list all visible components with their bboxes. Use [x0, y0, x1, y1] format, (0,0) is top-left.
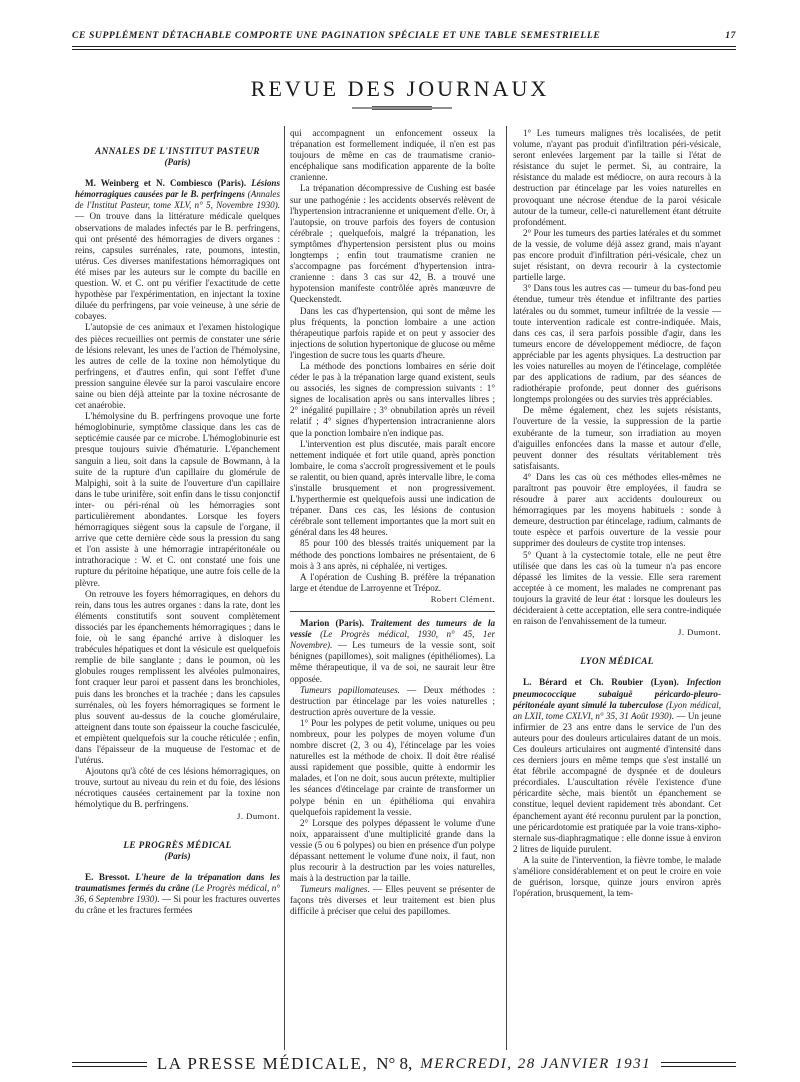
article-paragraph: 2° Pour les tumeurs des parties latérales et du sommet de la vessie, de volume déjà assez grand, mais n'ayant pas encore produit d'infiltration péri-vésicale, chez un sujet résistant, on devra recourir à la cystectomie partielle large.	[513, 227, 721, 283]
article-paragraph: Dans les cas d'hypertension, qui sont de même les plus fréquents, la ponction lombaire a une action thérapeutique parfois rapide et on peut y associer des injections de solution hypertonique de glucose ou même l'ingestion de sucre tous les quarts d'heure.	[290, 305, 495, 360]
footer-rule-left	[72, 1062, 147, 1067]
article-paragraph: 3° Dans tous les autres cas — tumeur du bas-fond peu étendue, tumeur très étendue et infiltrante des parties latérales ou du sommet, tumeur infiltrée de la vessie — toute intervention radicale est contre-indiquée. Mais, dans ces cas, il sera parfois possible d'agir, dans les tumeurs encore de développement médiocre, de façon appréciable par les agents physiques. La destruction par les voies naturelles au moyen de l'étincelage, complétée par des applications de radium, par des séances de radiothérapie profonde, peut donner des guérisons longtemps prolongées ou des survies très appréciables.	[513, 283, 721, 405]
signature: J. Dumont.	[678, 627, 721, 638]
article-title: Infection pneumococcique subaiguë péricardo-pleuro-péritonéale ayant simulé la tuberculose	[513, 677, 721, 710]
article-reference: (Lyon médical, an LXII, tome CXLVI, n° 35, 31 Août 1930).	[513, 699, 721, 721]
article-paragraph	[290, 618, 495, 685]
article-text: — Les tumeurs de la vessie sont, soit bénignes (papillomes), soit malignes (épithéliomes). La même thérapeutique, il va de soi, ne saurait leur être opposée.	[290, 640, 495, 684]
paragraph-lead: Tumeurs malignes.	[300, 884, 370, 895]
article-title: L'heure de la trépanation dans les traumatismes fermés du crâne	[75, 871, 280, 893]
column-divider	[284, 126, 285, 1050]
page-title: REVUE DES JOURNAUX	[250, 76, 550, 101]
header-rule	[72, 46, 736, 50]
signature: J. Dumont.	[237, 810, 280, 821]
section-heading: LYON MÉDICAL	[580, 656, 654, 667]
article-paragraph: L'autopsie de ces animaux et l'examen histologique des pièces recueillies ont permis de constater une série de lésions relevant, les unes de l'action de l'hémolysine, les autres de celle de la toxine non hémolytique du perfringens, et d'autres enfin, qui sont l'effet d'une pression sanguine élevée sur la paroi vasculaire encore saine ou bien déjà atteinte par la toxine nécrosante de cet anaérobie.	[75, 322, 280, 411]
article-reference: (Annales de l'Institut Pasteur, tome XLV, n° 5, Novembre 1930).	[75, 189, 280, 211]
article-text: — Si pour les fractures ouvertes du crâne et les fractures fermées	[75, 894, 280, 916]
issue-date: MERCREDI, 28 JANVIER 1931	[420, 1055, 652, 1072]
article-paragraph: 85 pour 100 des blessés traités uniquement par la méthode des ponctions lombaires ne présentaient, de 6 mois à 3 ans après, ni céphalée, ni vertiges.	[290, 538, 495, 571]
article-authors: L. Bérard et Ch. Roubier (Lyon).	[523, 677, 679, 688]
article-authors: Marion (Paris).	[300, 618, 365, 629]
article-paragraph	[75, 178, 280, 322]
article-paragraph	[75, 872, 280, 916]
column-divider	[506, 126, 507, 1050]
issue-number: N° 8,	[376, 1054, 413, 1073]
article-title: Lésions hémorragiques causées par le B. perfringens	[75, 178, 280, 200]
article-paragraph: L'hémolysine du B. perfringens provoque une forte hémoglobinurie, symptôme classique dans les cas de septicémie causée par ce microbe. L'hémoglobinurie est presque toujours suivie d'hématurie. L'épanchement sanguin a lieu, soit dans la capsule de Bowmann, à la suite de la rupture d'un capillaire du glomérule de Malpighi, soit à la suite de l'ouverture d'un capillaire dans le tube urinifère, soit enfin dans le tissu conjonctif inter- ou péri-rénal où les hémorragies sont particulièrement abondantes. Lorsque les foyers hémorragiques siègent sous la capsule de l'organe, il arrive que cette dernière cède sous la pression du sang et l'on assiste à une hémorragie intrapéritonéale ou intrathoracique : W. et C. ont constaté une fois une rupture du péritoine hépatique, une autre fois celle de la plèvre.	[75, 411, 280, 588]
page-footer	[72, 1052, 736, 1076]
article-paragraph: A l'opération de Cushing B. préfère la trépanation large et étendue de Larroyenne et Trépoz.	[290, 571, 495, 593]
article-divider	[290, 611, 495, 612]
header-text: CE SUPPLÉMENT DÉTACHABLE COMPORTE UNE PAGINATION SPÉCIALE ET UNE TABLE SEMESTRIELLE	[72, 30, 601, 41]
article-reference: (Le Progrès médical, n° 36, 6 Septembre 1930).	[75, 882, 280, 904]
section-heading: ANNALES DE L'INSTITUT PASTEUR	[95, 146, 260, 156]
column-1	[75, 128, 280, 916]
article-paragraph: Ajoutons qu'à côté de ces lésions hémorragiques, on trouve, surtout au niveau du rein et du foie, des lésions nécrotiques causées certainement par la toxine non hémolytique du B. perfringens.	[75, 766, 280, 810]
journal-name: LA PRESSE MÉDICALE,	[156, 1054, 369, 1073]
section-place: (Paris)	[164, 157, 191, 168]
article-paragraph	[290, 685, 495, 718]
article-reference: (Le Progrès médical, 1930, n° 45, 1er Novembre).	[290, 629, 496, 651]
footer-rule-right	[661, 1062, 736, 1067]
signature: Robert Clément.	[430, 593, 495, 604]
article-title: Traitement des tumeurs de la vessie	[290, 618, 495, 640]
column-2	[290, 128, 495, 918]
article-text: — On trouve dans la littérature médicale quelques observations de malades infectés par le B. perfringens, qui ont présenté des hémorragies de divers organes : reins, capsules surrénales, rate, poumons, intestin, utérus. Ces diverses manifestations hémorragiques ont été mises par les auteurs sur le compte du bacille en question. W. et C. ont pu vérifier l'exactitude de cette hypothèse par l'expérimentation, en injectant la toxine diluée du perfringens, par voie veineuse, à une série de cobayes.	[75, 211, 280, 322]
running-header	[72, 30, 736, 41]
article-paragraph: A la suite de l'intervention, la fièvre tombe, le malade s'améliore considérablement et on peut le croire en voie de guérison, lorsque, quinze jours environ après l'opération, brusquement, la tem-	[513, 854, 721, 899]
article-paragraph: qui accompagnent un enfoncement osseux la trépanation est formellement indiquée, il n'en est pas toujours de même en cas de traumatisme cranio-encéphalique sans modification apparente de la boîte cranienne.	[290, 128, 495, 183]
article-paragraph: On retrouve les foyers hémorragiques, en dehors du rein, dans tous les autres organes : dans la rate, dont les éléments constitutifs sont souvent complètement dissociés par les épanchements hémorragiques ; dans le foie, où le sang épanché arrive à disloquer les trabécules hépatiques et dont la vésicule est quelquefois remplie de bile sanglante ; dans le poumon, où les globules rouges remplissent les alvéoles pulmonaires, font craquer leur paroi et passent dans les bronchioles, puis dans les bronches et la trachée ; dans les capsules surrénales, où les foyers hémorragiques se forment le plus souvent au-dessus de la couche glomérulaire, atteignent dans toute son épaisseur la couche fasciculée, et empiètent quelquefois sur la couche réticulée ; enfin, dans l'épaisseur de la muqueuse de l'estomac et de l'utérus.	[75, 588, 280, 766]
article-text: — Deux méthodes : destruction par étincelage par les voies naturelles ; destruction après ouverture de la vessie.	[290, 684, 496, 717]
article-text: — Un jeune infirmier de 23 ans entre dans le service de l'un des auteurs pour des douleurs articulaires datant de un mois. Ces douleurs articulaires ont augmenté d'intensité dans ces derniers jours en même temps que s'est installé un état fébrile accompagné de dyspnée et de douleurs précordiales. L'auscultation révèle l'existence d'une péricardite sèche, mais bientôt un épanchement se constitue, lequel devient rapidement très abondant. Cet épanchement ayant été reconnu purulent par la ponction, une péricardotomie est pratiquée par la voie trans-xipho-sternale sus-diaphragmatique : elle donne issue à environ 2 litres de liquide purulent.	[513, 710, 721, 854]
article-paragraph	[513, 677, 721, 855]
article-authors: M. Weinberg et N. Combiesco (Paris).	[85, 178, 247, 189]
article-paragraph: De même également, chez les sujets résistants, l'ouverture de la vessie, la suppression de la partie exubérante de la tumeur, son irradiation au moyen d'aiguilles enfoncées dans la masse et autour d'elle, peuvent donner des résultats véritablement très satisfaisants.	[513, 405, 721, 471]
article-paragraph: 5° Quant à la cystectomie totale, elle ne peut être utilisée que dans les cas où la tumeur n'a pas encore dépassé les limites de la vessie. Elle sera rarement acceptée à ce moment, les malades ne comprenant pas toujours la gravité de leur état : lorsque les douleurs les décideraient à cette acceptation, elle sera contre-indiquée en raison de l'envahissement de la tumeur.	[513, 549, 721, 627]
article-paragraph: La trépanation décompressive de Cushing est basée sur une pathogénie : les accidents observés relèvent de l'hypertension intracranienne et uniquement d'elle. Or, à l'autopsie, on trouve parfois des foyers de contusion cérébrale ; quelquefois, malgré la trépanation, les symptômes d'hypertension persistent plus ou moins longtemps ; enfin tout traumatisme cranien ne s'accompagne pas forcément d'hypertension intra-cranienne : dans 3 cas sur 42, B. a trouvé une hypotension manifeste contrôlée après manœuvre de Queckenstedt.	[290, 183, 495, 305]
article-paragraph	[290, 884, 495, 917]
article-paragraph: L'intervention est plus discutée, mais paraît encore nettement indiquée et fort utile quand, après ponction lombaire, le coma s'accroît progressivement et le pouls se ralentit, ou bien quand, après intervalle libre, le coma s'installe brusquement et non progressivement. L'hyperthermie est quelquefois aussi une indication de trépaner. Dans ces cas, les lésions de contusion cérébrale sont tellement importantes que la mort suit en général dans les 48 heures.	[290, 438, 495, 538]
article-paragraph: 2° Lorsque des polypes dépassent le volume d'une noix, apparaissent d'une multiplicité grande dans la vessie (5 ou 6 polypes) ou bien en présence d'un polype dépassant nettement le volume d'une noix, il faut, non plus recourir à la destruction par les voies naturelles, mais à la destruction par la taille.	[290, 817, 495, 884]
article-text: — Elles peuvent se présenter de façons très diverses et leur traitement est bien plus difficile à préciser que celui des papillomes.	[290, 884, 496, 917]
article-authors: E. Bressot.	[85, 871, 130, 882]
article-paragraph: 1° Les tumeurs malignes très localisées, de petit volume, n'ayant pas produit d'infiltration péri-vésicale, seront enlevées largement par la taille si l'état de résistance du sujet le permet. Si, au contraire, la résistance du malade est médiocre, on aura recours à la destruction par étincelage par les voies naturelles en provoquant une nécrose étendue de la paroi vésicale autour de la tumeur, celle-ci naturellement étant détruite profondément.	[513, 128, 721, 227]
section-heading: LE PROGRÈS MÉDICAL	[123, 839, 232, 850]
section-place: (Paris)	[164, 850, 191, 861]
paragraph-lead: Tumeurs papillomateuses.	[300, 684, 400, 695]
article-paragraph: 4° Dans les cas où ces méthodes elles-mêmes ne paraîtront pas pouvoir être employées, il faudra se résoudre à parer aux accidents douloureux ou hémorragiques par les moyens habituels : sonde à demeure, destruction par étincelage, radium, calmants de toute espèce et parfois ouverture de la vessie pour supprimer des douleurs de cystite trop intenses.	[513, 471, 721, 549]
article-paragraph: La méthode des ponctions lombaires en série doit céder le pas à la trépanation large quand existent, seuls ou associés, les signes de compression suivants : 1° signes de localisation après ou sans intervalles libres ; 2° inégalité pupillaire ; 3° obnubilation après un réveil relatif ; 4° signes d'hypertension intracranienne alors que la ponction lombaire n'en indique pas.	[290, 360, 495, 438]
article-paragraph: 1° Pour les polypes de petit volume, uniques ou peu nombreux, pour les polypes de moyen volume d'un nombre discret (2, 3 ou 4), l'étincelage par les voies naturelles est la méthode de choix. Il doit être réalisé aussi rapidement que possible, quitte à endormir les malades, et l'on ne doit, sous aucun prétexte, multiplier les séances d'étincelage par crainte de transformer un polype bénin en un épithélioma qui envahira quelquefois rapidement la vessie.	[290, 717, 495, 817]
page-number: 17	[725, 30, 736, 41]
title-ornament	[352, 106, 452, 110]
column-3	[513, 128, 721, 899]
